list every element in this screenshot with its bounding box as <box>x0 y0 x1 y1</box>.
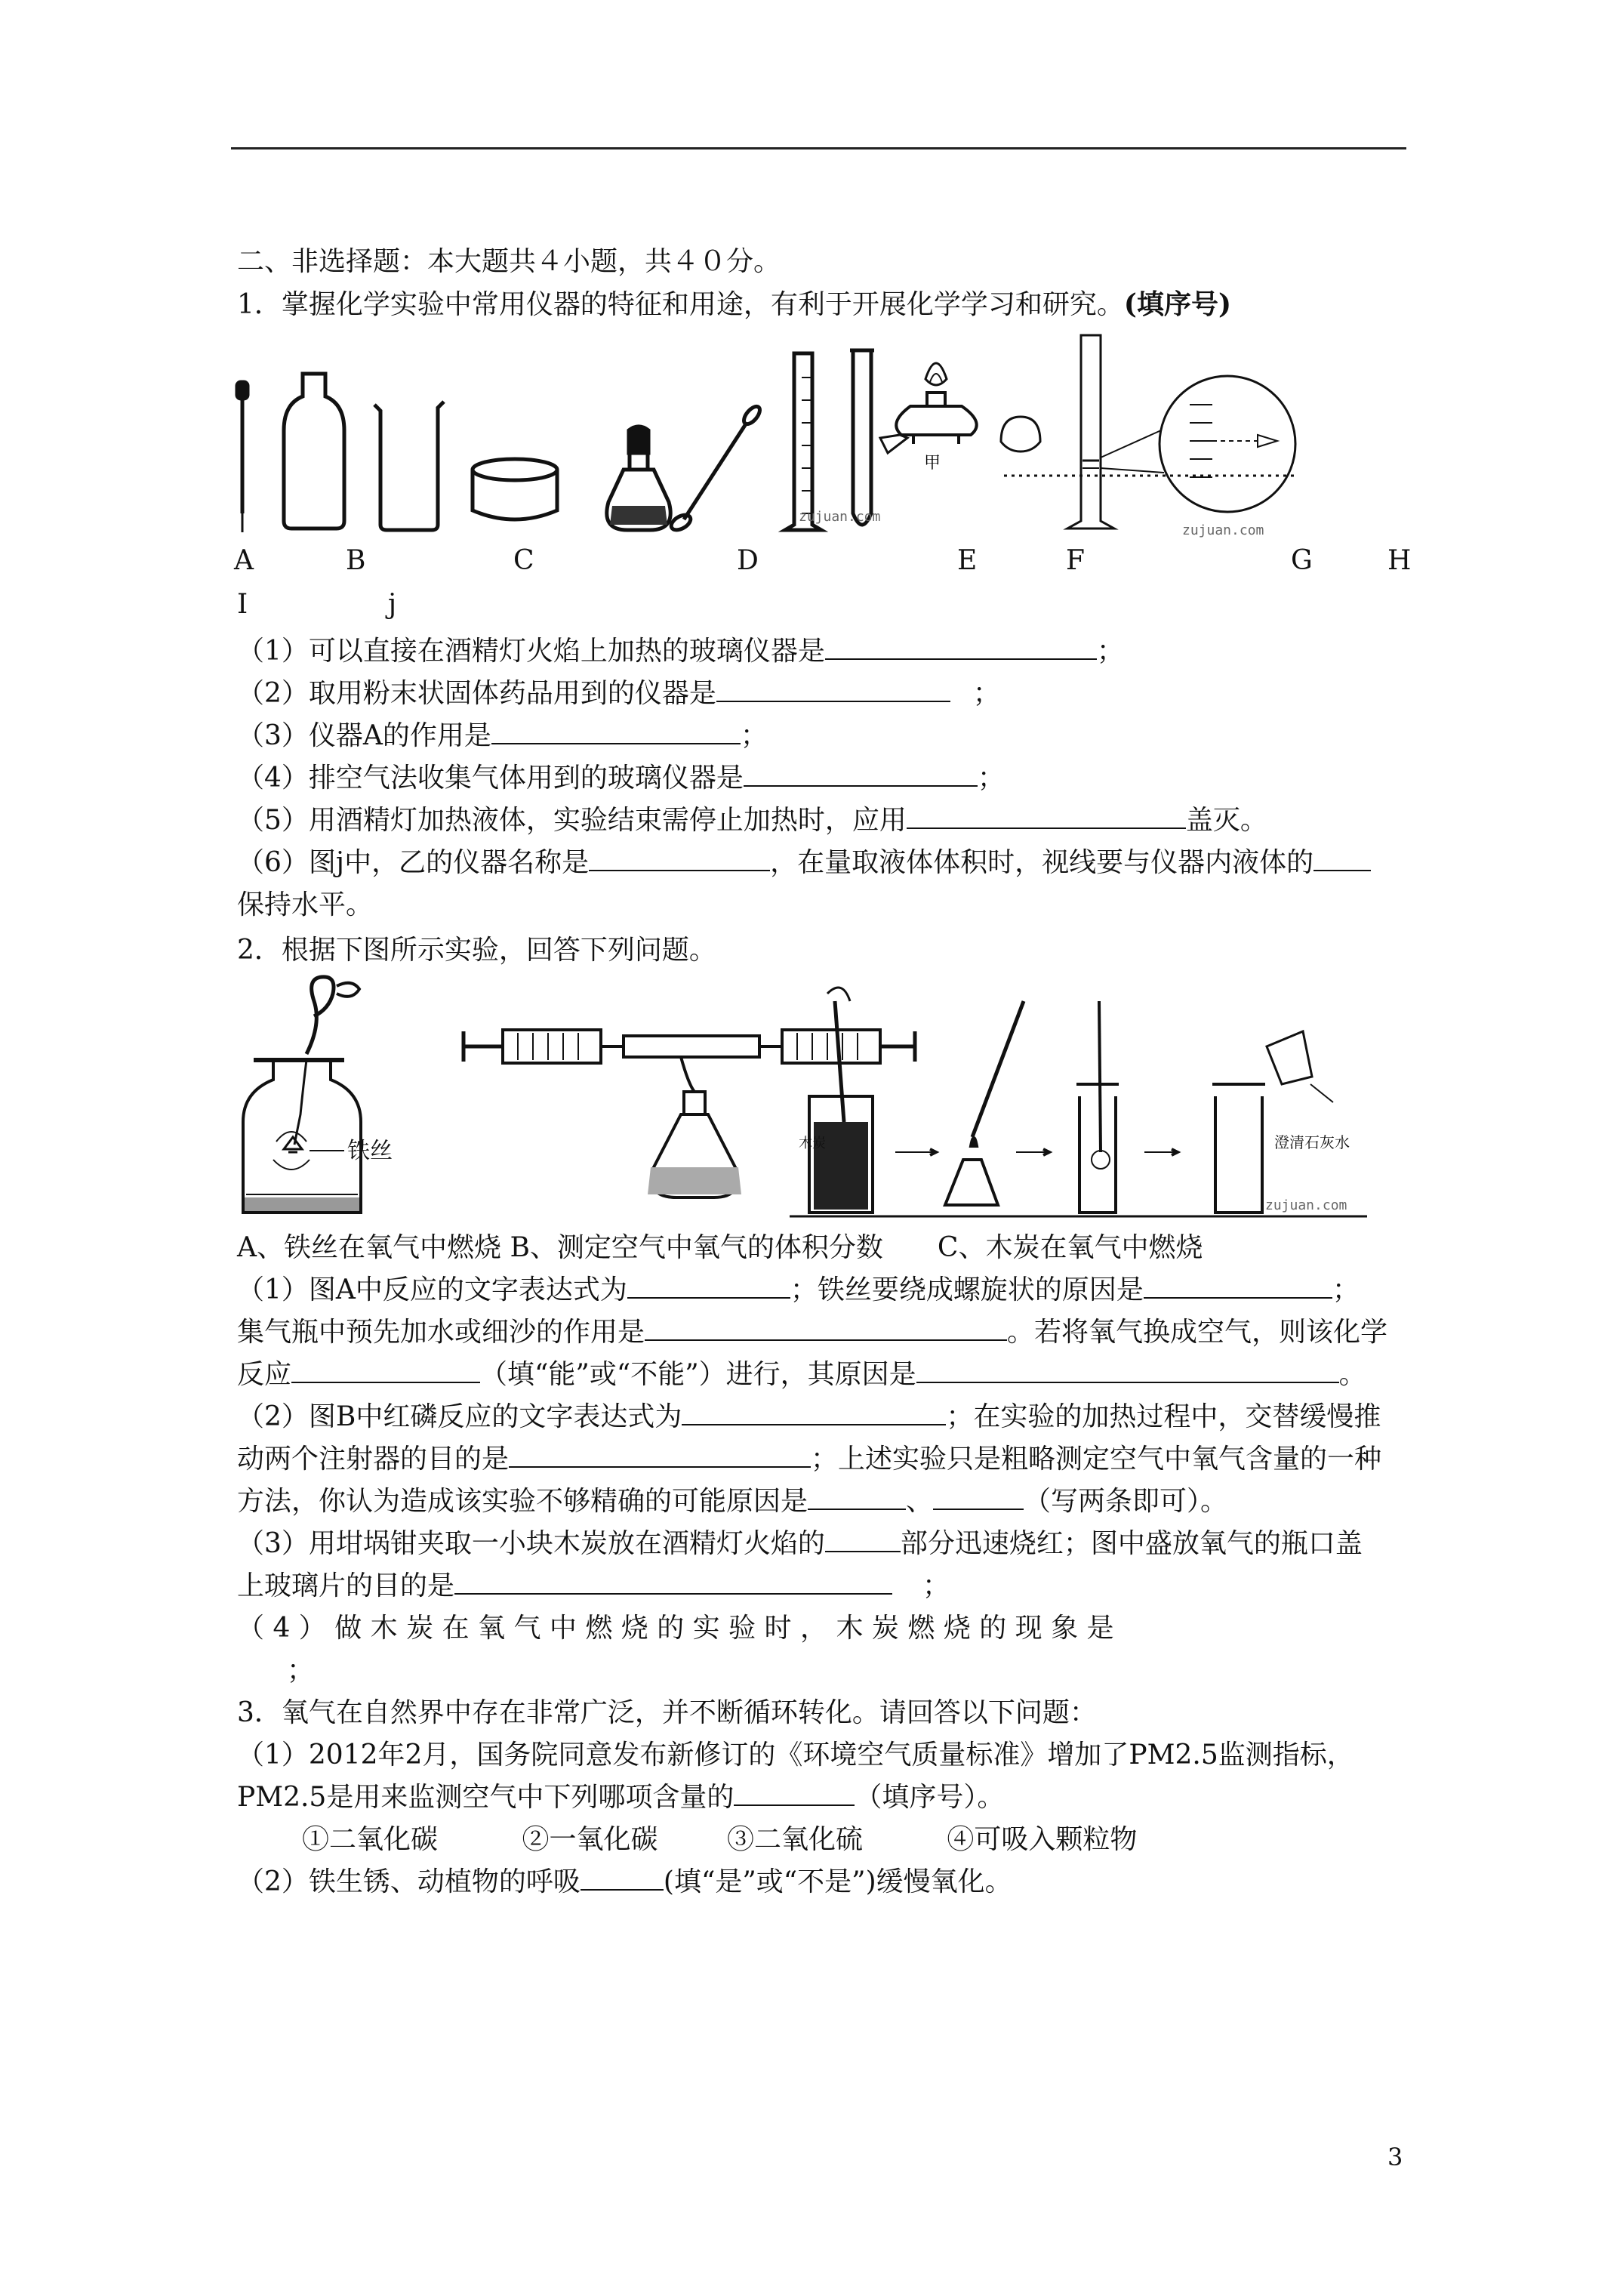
q2p3-text-b: 部分迅速烧红；图中盛放氧气的瓶口盖 <box>900 1528 1363 1559</box>
q2p1-blank-2[interactable] <box>1144 1273 1332 1299</box>
label-F: F <box>1066 545 1085 576</box>
q1p2-end: ； <box>972 678 1000 709</box>
q1-part-2 <box>237 673 1000 714</box>
label-B: B <box>346 545 366 576</box>
q3p2-blank[interactable] <box>581 1865 664 1891</box>
q2p3-blank-1[interactable] <box>825 1527 901 1552</box>
q3p1-text-b: PM2.5是用来监测空气中下列哪项含量的 <box>237 1782 735 1813</box>
q2p1-text-f: （填“能”或“不能”）进行，其原因是 <box>480 1359 916 1390</box>
q1-instruments-figure <box>231 332 1303 544</box>
header-rule <box>231 147 1406 149</box>
q1p5-end: 盖灭。 <box>1185 805 1267 836</box>
dropper-figure <box>237 382 248 532</box>
q1-part-4 <box>237 758 1005 799</box>
q1p3-end: ； <box>740 720 768 751</box>
q1p4-blank[interactable] <box>744 761 978 787</box>
q1p2-blank[interactable] <box>716 676 950 702</box>
q3p1-text-c: （填序号）。 <box>855 1782 1005 1813</box>
q2-part-4: （ 4 ） 做 木 炭 在 氧 气 中 燃 烧 的 实 验 时 ， 木 炭 燃 烧 的 现 象 是 <box>237 1613 1114 1644</box>
lamp-with-cap-figure <box>880 363 1040 453</box>
fig-label-limewater: 澄清石灰水 <box>1274 1133 1350 1151</box>
alcohol-lamp-figure <box>607 427 670 530</box>
q1p5-text: （5）用酒精灯加热液体，实验结束需停止加热时，应用 <box>237 805 907 836</box>
label-I: I <box>237 589 248 620</box>
q2p1-blank-5[interactable] <box>916 1358 1339 1383</box>
q1-stem-text: 1．掌握化学实验中常用仪器的特征和用途，有利于开展化学学习和研究。 <box>237 289 1124 320</box>
q2p1-text-a: （1）图A中反应的文字表达式为 <box>237 1274 627 1305</box>
q2p1-blank-3[interactable] <box>645 1315 1007 1341</box>
q2p1-blank-1[interactable] <box>627 1273 790 1299</box>
q1-stem <box>237 284 1231 325</box>
q1-part-1 <box>237 631 1124 672</box>
q3-part-2 <box>237 1862 1012 1903</box>
q2p3-text-c: 上玻璃片的目的是 <box>237 1570 455 1601</box>
page-number: 3 <box>1387 2143 1403 2171</box>
q3-stem: 3．氧气在自然界中存在非常广泛，并不断循环转化。请回答以下问题： <box>237 1697 1097 1728</box>
q1-part-6-cont: 保持水平。 <box>237 889 374 920</box>
label-C: C <box>513 545 534 576</box>
label-j: j <box>388 589 397 620</box>
q2p2-blank-4[interactable] <box>933 1484 1024 1510</box>
q2-part-1c: 反应 （填“能”或“不能”）进行，其原因是 。 <box>237 1359 1366 1390</box>
q3-options <box>302 1820 1137 1860</box>
label-D: D <box>737 545 759 576</box>
crystallizing-dish-figure <box>473 459 557 519</box>
q1-part-5 <box>237 800 1267 841</box>
q2-part-4-end: ； <box>287 1655 315 1686</box>
q2p2-text-a: （2）图B中红磷反应的文字表达式为 <box>237 1401 682 1432</box>
q1p6-blank-1[interactable] <box>589 846 770 871</box>
q1-part-3 <box>237 716 768 757</box>
q3p1-blank[interactable] <box>734 1780 855 1806</box>
q1p2-text: （2）取用粉末状固体药品用到的仪器是 <box>237 678 716 709</box>
q3-option-4: ④可吸入颗粒物 <box>947 1824 1138 1855</box>
q1p6-text-b: ，在量取液体体积时，视线要与仪器内液体的 <box>770 847 1314 878</box>
q2-stem: 2．根据下图所示实验，回答下列问题。 <box>237 935 716 966</box>
q2-caption: A、铁丝在氧气中燃烧 B、测定空气中氧气的体积分数 C、木炭在氧气中燃烧 <box>237 1232 1203 1263</box>
q1p1-text: （1）可以直接在酒精灯火焰上加热的玻璃仪器是 <box>237 636 825 667</box>
q1p4-text: （4）排空气法收集气体用到的玻璃仪器是 <box>237 763 744 794</box>
narrow-mouth-bottle-figure <box>284 374 344 529</box>
q2-part-2a <box>237 1397 1381 1438</box>
q2p2-blank-2[interactable] <box>509 1442 811 1468</box>
q2p1-text-c: 集气瓶中预先加水或细沙的作用是 <box>237 1317 645 1348</box>
beaker-figure <box>374 402 444 530</box>
q2-part-3b: 上玻璃片的目的是 ； <box>237 1570 950 1601</box>
q1p4-end: ； <box>977 763 1005 794</box>
fig-label-iron: 铁丝 <box>347 1138 393 1164</box>
cylinder-reading-figure <box>1004 335 1295 529</box>
label-E: E <box>957 545 978 576</box>
measuring-cylinder-figure <box>785 353 821 530</box>
spatula-figure <box>669 404 762 533</box>
q1p1-blank[interactable] <box>825 634 1097 660</box>
iron-wire-jar-figure <box>243 977 361 1213</box>
q2p3-text-a: （3）用坩埚钳夹取一小块木炭放在酒精灯火焰的 <box>237 1528 825 1559</box>
q1-part-6 <box>237 843 1371 883</box>
q3p2-text-a: （2）铁生锈、动植物的呼吸 <box>237 1866 581 1897</box>
q2-part-1a: （1）图A中反应的文字表达式为 ；铁丝要绕成螺旋状的原因是 ； <box>237 1274 1360 1305</box>
charcoal-experiment-figure <box>790 988 1367 1216</box>
q2-part-3a <box>237 1524 1363 1564</box>
label-A: A <box>234 545 254 576</box>
q2p1-text-d: 。若将氧气换成空气，则该化学 <box>1007 1317 1388 1348</box>
fig-label-jia: 甲 <box>924 454 941 473</box>
q3-option-2: ②一氧化碳 <box>522 1824 658 1855</box>
q2-part-1b <box>237 1312 1387 1353</box>
q2-experiments-figure <box>231 971 1371 1228</box>
watermark-1: zujuan.com <box>799 509 881 525</box>
q2p2-text-d: ；上述实验只是粗略测定空气中氧气含量的一种 <box>811 1444 1382 1475</box>
section-title: 二、非选择题：本大题共４小题，共４０分。 <box>237 246 781 277</box>
q2-part-2b <box>237 1439 1381 1480</box>
test-tube-figure <box>850 350 874 525</box>
q2-part-2c: 方法，你认为造成该实验不够精确的可能原因是 、 （写两条即可）。 <box>237 1486 1228 1517</box>
q2p2-blank-3[interactable] <box>808 1484 906 1510</box>
q1p5-blank[interactable] <box>907 803 1186 829</box>
fig-label-charcoal: 木炭 <box>799 1136 826 1151</box>
q1-stem-bold: (填序号) <box>1123 288 1231 320</box>
q2p2-text-c: 动两个注射器的目的是 <box>237 1444 510 1475</box>
q2p2-text-f: （写两条即可）。 <box>1024 1486 1228 1517</box>
label-H: H <box>1387 545 1412 576</box>
q3-part-1b <box>237 1777 1004 1818</box>
q1p3-blank[interactable] <box>491 719 741 744</box>
q2p2-text-b: ；在实验的加热过程中，交替缓慢推 <box>946 1401 1381 1432</box>
q1p6-text-a: （6）图j中，乙的仪器名称是 <box>237 847 590 878</box>
q3-option-3: ③二氧化硫 <box>726 1824 863 1855</box>
q2p1-text-e: 反应 <box>237 1359 292 1390</box>
q2p2-text-e: 方法，你认为造成该实验不够精确的可能原因是 <box>237 1486 808 1517</box>
q1p3-text: （3）仪器A的作用是 <box>237 720 491 751</box>
label-G: G <box>1291 545 1313 576</box>
watermark-2: zujuan.com <box>1182 522 1264 538</box>
q2p2-blank-1[interactable] <box>682 1400 946 1425</box>
watermark-3: zujuan.com <box>1265 1197 1347 1213</box>
q3p2-text-b: (填“是”或“不是”)缓慢氧化。 <box>663 1866 1012 1897</box>
q2p1-text-b: ；铁丝要绕成螺旋状的原因是 <box>790 1274 1144 1305</box>
q1p6-blank-2[interactable] <box>1313 846 1371 871</box>
q3-part-1a: （1）2012年2月，国务院同意发布新修订的《环境空气质量标准》增加了PM2.5监测指标， <box>237 1740 1354 1771</box>
q1p1-end: ； <box>1096 636 1124 667</box>
q3-option-1: ①二氧化碳 <box>302 1824 439 1855</box>
q2p1-blank-4[interactable] <box>291 1358 480 1383</box>
q2p3-blank-2[interactable] <box>454 1569 892 1595</box>
